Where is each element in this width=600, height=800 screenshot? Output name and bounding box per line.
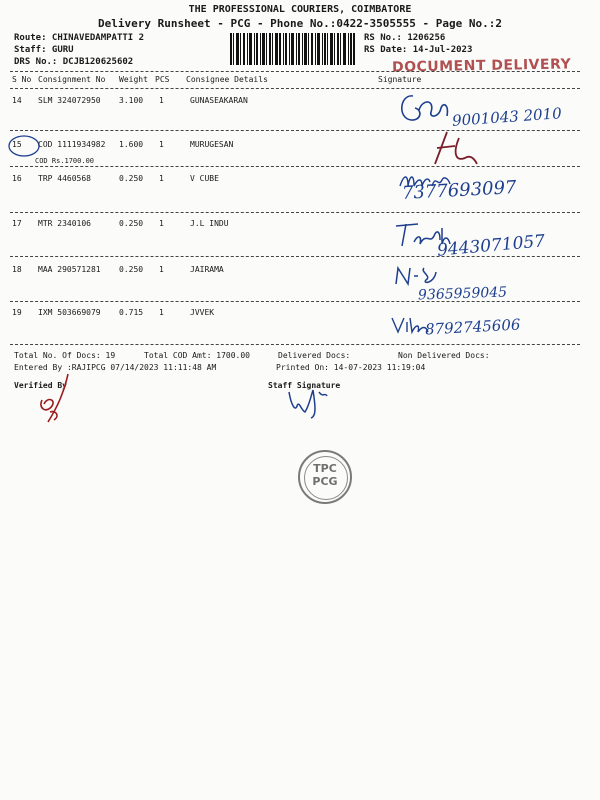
cod-amount-note: COD Rs.1700.00	[35, 157, 95, 165]
row-consignee: V CUBE	[190, 174, 219, 183]
row-weight: 3.100	[119, 96, 144, 105]
divider	[10, 301, 580, 302]
row-weight: 0.715	[119, 308, 144, 317]
row-consignee: GUNASEAKARAN	[190, 96, 248, 105]
seal-text-top: TPC	[313, 462, 337, 475]
company-title: THE PROFESSIONAL COURIERS, COIMBATORE	[188, 4, 412, 15]
row-sno: 17	[12, 219, 22, 228]
staff-signature	[285, 386, 331, 420]
runsheet-subtitle: Delivery Runsheet - PCG - Phone No.:0422-3505555 - Page No.:2	[98, 17, 502, 30]
divider	[10, 256, 580, 257]
col-sno: S No	[12, 75, 32, 84]
handwritten-phone: 8792745606	[424, 315, 521, 339]
entered-by: Entered By :RAJIPCG 07/14/2023 11:11:48 AM	[14, 363, 217, 372]
staff-signature-label: Staff Signature	[268, 381, 341, 390]
row-consignment-no: SLM 324072950	[38, 96, 101, 105]
company-seal	[298, 450, 352, 504]
seal-text-bottom: PCG	[312, 475, 338, 488]
divider	[10, 166, 580, 167]
col-signature: Signature	[378, 75, 422, 84]
table-row	[10, 265, 580, 279]
document-delivery-stamp: DOCUMENT DELIVERY	[391, 56, 572, 76]
divider	[10, 71, 580, 72]
delivered-docs: Delivered Docs:	[278, 351, 351, 360]
row-sno: 14	[12, 96, 22, 105]
col-weight: Weight	[119, 75, 148, 84]
divider	[10, 344, 580, 345]
rs-number: RS No.: 1206256	[364, 33, 446, 43]
handwritten-signature	[395, 88, 455, 128]
row-pcs: 1	[159, 308, 164, 317]
verifier-signature	[34, 372, 74, 426]
row-consignment-no: COD 1111934982	[38, 140, 106, 149]
rs-date: RS Date: 14-Jul-2023	[364, 45, 473, 55]
table-header	[10, 75, 580, 89]
handwritten-phone: 9443071057	[436, 231, 546, 261]
row-weight: 1.600	[119, 140, 144, 149]
verified-by-label: Verified By	[14, 381, 67, 390]
row-weight: 0.250	[119, 174, 144, 183]
row-consignee: JAIRAMA	[190, 265, 224, 274]
handwritten-phone: 9001043 2010	[451, 104, 563, 130]
row-weight: 0.250	[119, 219, 144, 228]
barcode-image	[230, 33, 355, 65]
total-cod-amount: Total COD Amt: 1700.00	[144, 351, 250, 360]
divider	[10, 130, 580, 131]
row-pcs: 1	[159, 96, 164, 105]
row-consignee: J.L INDU	[190, 219, 229, 228]
non-delivered-docs: Non Delivered Docs:	[398, 351, 490, 360]
staff-label: Staff: GURU	[14, 45, 74, 55]
row-pcs: 1	[159, 219, 164, 228]
row-consignment-no: IXM 503669079	[38, 308, 101, 317]
row-consignee: JVVEK	[190, 308, 215, 317]
col-pcs: PCS	[155, 75, 170, 84]
handwritten-phone: 7377693097	[401, 177, 518, 204]
row-consignment-no: TRP 4460568	[38, 174, 91, 183]
row-weight: 0.250	[119, 265, 144, 274]
route-label: Route: CHINAVEDAMPATTI 2	[14, 33, 145, 43]
row-consignee: MURUGESAN	[190, 140, 234, 149]
col-consignment: Consignment No	[38, 75, 106, 84]
handwritten-signature	[392, 262, 442, 288]
col-consignee: Consignee Details	[186, 75, 268, 84]
divider	[10, 212, 580, 213]
row-sno: 16	[12, 174, 22, 183]
row-consignment-no: MAA 290571281	[38, 265, 101, 274]
row-pcs: 1	[159, 140, 164, 149]
printed-on: Printed On: 14-07-2023 11:19:04	[276, 363, 426, 372]
drs-number: DRS No.: DCJB120625602	[14, 57, 134, 67]
table-row	[10, 219, 580, 233]
row-pcs: 1	[159, 265, 164, 274]
row-pcs: 1	[159, 174, 164, 183]
row-consignment-no: MTR 2340106	[38, 219, 91, 228]
row-sno: 19	[12, 308, 22, 317]
table-row	[10, 140, 580, 154]
divider	[10, 88, 580, 89]
handwritten-signature	[425, 128, 480, 168]
row-sno: 18	[12, 265, 22, 274]
handwritten-phone: 9365959045	[417, 284, 508, 304]
total-docs: Total No. Of Docs: 19	[14, 351, 116, 360]
row-sno: 15	[12, 140, 22, 149]
